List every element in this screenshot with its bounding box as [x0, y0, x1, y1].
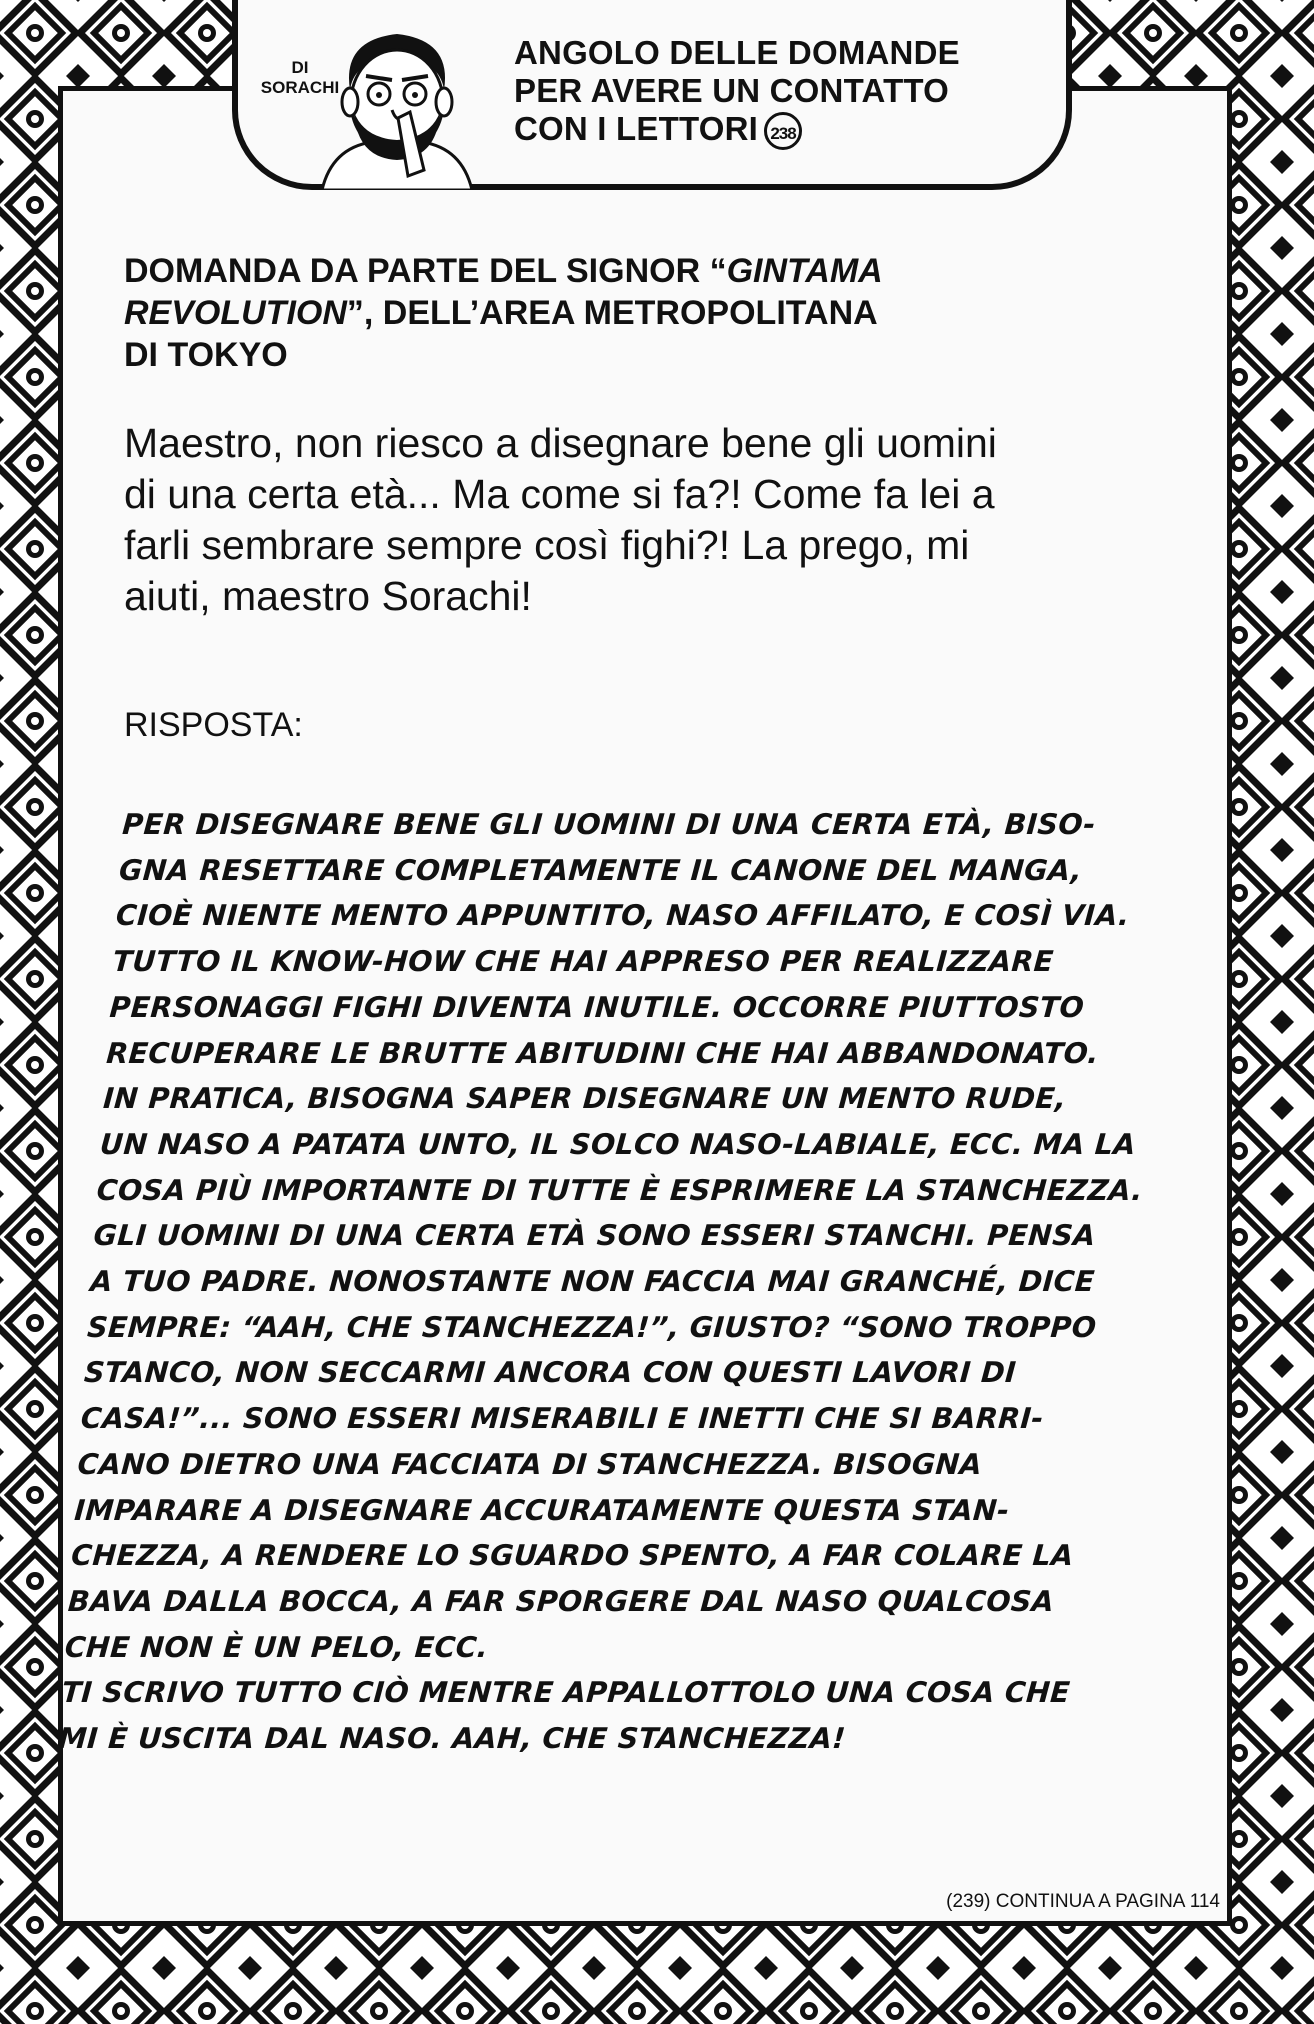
- answer-line: IMPARARE A DISEGNARE ACCURATAMENTE QUESTA STAN-: [73, 1493, 1011, 1527]
- answer-line: TUTTO IL KNOW-HOW CHE HAI APPRESO PER REALIZZARE: [111, 945, 1055, 979]
- answer-line: STANCO, NON SECCARMI ANCORA CON QUESTI LAVORI DI: [82, 1356, 1018, 1390]
- answer-line: RECUPERARE LE BRUTTE ABITUDINI CHE HAI ABBANDONATO.: [105, 1036, 1100, 1070]
- answer-line: PERSONAGGI FIGHI DIVENTA INUTILE. OCCORRE PIUTTOSTO: [108, 990, 1086, 1024]
- header-title-line3: [514, 110, 1034, 150]
- question-heading-line3: DI TOKYO: [124, 336, 288, 374]
- answer-line: CHEZZA, A RENDERE LO SGUARDO SPENTO, A FAR COLARE LA: [70, 1539, 1075, 1573]
- continuation-note: (239) CONTINUA A PAGINA 114: [946, 1891, 1220, 1912]
- header-title: [514, 34, 1034, 150]
- author-prefix: DI: [291, 58, 309, 77]
- question-heading-italic1: GINTAMA: [726, 252, 883, 290]
- question-heading: [124, 250, 1124, 376]
- question-line: di una certa età... Ma come si fa?! Come fa lei a: [124, 471, 995, 517]
- question-heading-line2: [124, 292, 1124, 334]
- answer-line: UN NASO A PATATA UNTO, IL SOLCO NASO-LABIALE, ECC. MA LA: [98, 1127, 1137, 1161]
- answer-line: CANO DIETRO UNA FACCIATA DI STANCHEZZA. BISOGNA: [76, 1447, 984, 1481]
- question-line: Maestro, non riesco a disegnare bene gli uomini: [124, 420, 997, 466]
- answer-line: GNA RESETTARE COMPLETAMENTE IL CANONE DEL MANGA,: [118, 853, 1084, 887]
- question-body: [124, 418, 1204, 622]
- answer-line: GLI UOMINI DI UNA CERTA ETÀ SONO ESSERI STANCHI. PENSA: [92, 1219, 1097, 1253]
- answer-line: CIOÈ NIENTE MENTO APPUNTITO, NASO AFFILATO, E COSÌ VIA.: [114, 899, 1131, 933]
- header-title-line3-text: CON I LETTORI: [514, 110, 758, 147]
- author-name: SORACHI: [260, 78, 340, 97]
- answer-line: IN PRATICA, BISOGNA SAPER DISEGNARE UN MENTO RUDE,: [102, 1082, 1068, 1116]
- answer-line: MI È USCITA DAL NASO. AAH, CHE STANCHEZZA!: [57, 1722, 847, 1756]
- question-line: farli sembrare sempre così fighi?! La prego, mi: [124, 522, 970, 568]
- answer-body: [57, 802, 1224, 1762]
- answer-label: RISPOSTA:: [124, 706, 303, 744]
- author-portrait-icon: [312, 20, 482, 190]
- answer-line: BAVA DALLA BOCCA, A FAR SPORGERE DAL NASO QUALCOSA: [66, 1584, 1056, 1618]
- question-heading-italic2: REVOLUTION: [124, 294, 347, 332]
- answer-line: TI SCRIVO TUTTO CIÒ MENTRE APPALLOTTOLO UNA COSA CHE: [60, 1676, 1072, 1710]
- question-heading-part2: ”, DELL’AREA METROPOLITANA: [346, 294, 878, 332]
- answer-line: CHE NON È UN PELO, ECC.: [63, 1630, 490, 1664]
- header-title-line2: PER AVERE UN CONTATTO: [514, 72, 950, 109]
- question-line: aiuti, maestro Sorachi!: [124, 573, 532, 619]
- answer-line: PER DISEGNARE BENE GLI UOMINI DI UNA CERTA ETÀ, BISO-: [121, 808, 1097, 841]
- question-heading-line1: [124, 250, 1124, 292]
- answer-line: COSA PIÙ IMPORTANTE DI TUTTE È ESPRIMERE LA STANCHEZZA.: [95, 1173, 1144, 1207]
- header-title-line1: ANGOLO DELLE DOMANDE: [514, 34, 960, 71]
- answer-line: CASA!”... SONO ESSERI MISERABILI E INETTI CHE SI BARRI-: [79, 1402, 1045, 1436]
- question-heading-part1: DOMANDA DA PARTE DEL SIGNOR “: [124, 252, 727, 290]
- issue-number-badge: 238: [764, 112, 802, 150]
- answer-line: A TUO PADRE. NONOSTANTE NON FACCIA MAI GRANCHÉ, DICE: [89, 1265, 1096, 1299]
- answer-line: SEMPRE: “AAH, CHE STANCHEZZA!”, GIUSTO? “SONO TROPPO: [86, 1310, 1098, 1344]
